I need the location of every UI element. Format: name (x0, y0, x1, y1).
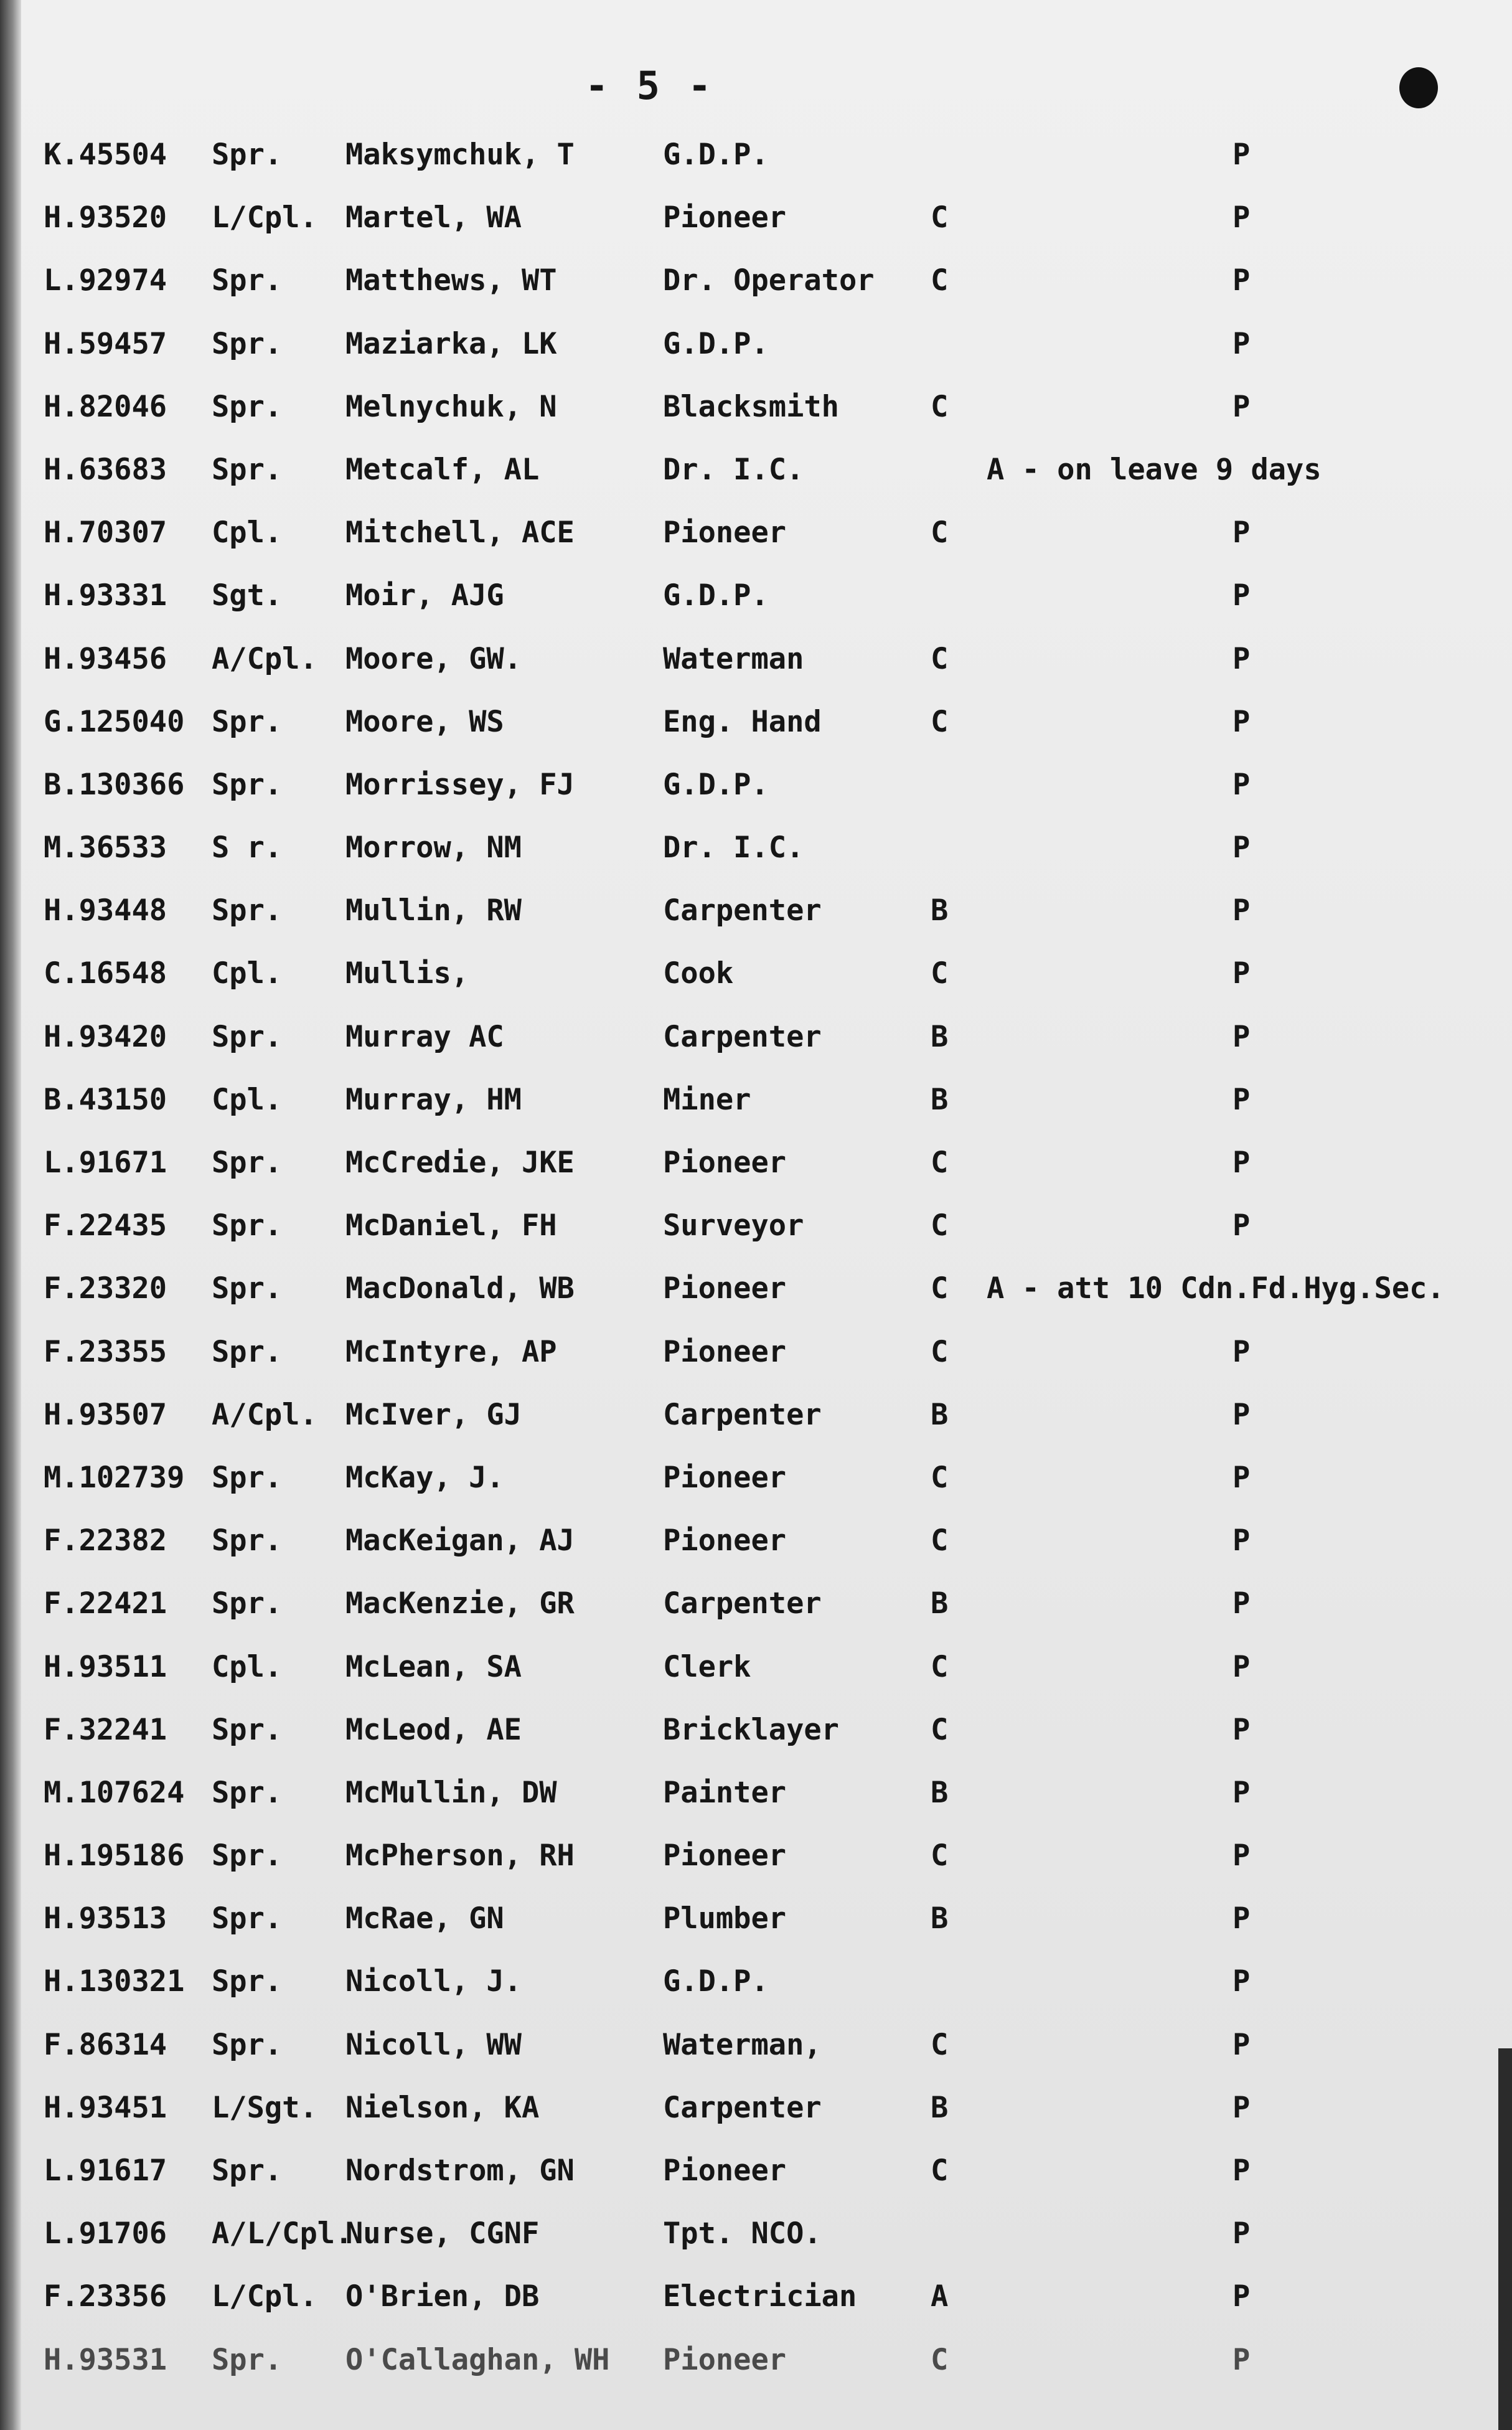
status-mark: P (1233, 2216, 1251, 2251)
soldier-name: Melnychuk, N (345, 389, 557, 424)
status-mark: P (1233, 767, 1251, 802)
status-mark: P (1233, 2027, 1251, 2062)
soldier-name: McIntyre, AP (345, 1334, 557, 1369)
status-mark: P (1233, 200, 1251, 235)
service-number: F.22382 (44, 1523, 167, 1558)
rank: L/Sgt. (212, 2090, 317, 2125)
trade: Plumber (663, 1901, 787, 1936)
status-mark: P (1233, 138, 1251, 172)
table-row (0, 1446, 1512, 1509)
table-row (0, 438, 1512, 501)
table-row (0, 313, 1512, 375)
trade: Dr. Operator (663, 263, 875, 298)
status-mark: P (1233, 578, 1251, 613)
table-row (0, 1194, 1512, 1257)
trade: Pioneer (663, 2342, 787, 2377)
rank: Spr. (212, 1712, 283, 1747)
trade: Waterman, (663, 2027, 822, 2062)
trade: Pioneer (663, 200, 787, 235)
status-mark: P (1233, 1460, 1251, 1495)
trade-group: C (931, 2027, 949, 2062)
rank: Cpl. (212, 1082, 283, 1117)
service-number: H.59457 (44, 326, 167, 361)
trade: Carpenter (663, 1019, 822, 1054)
trade-group: C (931, 641, 949, 676)
table-row (0, 1131, 1512, 1194)
rank: Spr. (212, 2154, 283, 2188)
trade-group: C (931, 2342, 949, 2377)
table-row (0, 2329, 1512, 2391)
rank: Spr. (212, 389, 283, 424)
soldier-name: MacDonald, WB (345, 1271, 575, 1306)
trade-group: B (931, 1901, 949, 1936)
service-number: B.130366 (44, 767, 185, 802)
status-mark: P (1233, 1712, 1251, 1747)
trade-group: C (931, 1146, 949, 1180)
rank: Spr. (212, 1208, 283, 1243)
service-number: H.93448 (44, 893, 167, 928)
trade-group: C (931, 200, 949, 235)
status-mark: P (1233, 1397, 1251, 1432)
soldier-name: Morrissey, FJ (345, 767, 575, 802)
service-number: H.93456 (44, 641, 167, 676)
soldier-name: Moore, WS (345, 704, 504, 739)
status-mark: P (1233, 1964, 1251, 1999)
table-row (0, 2202, 1512, 2265)
status-mark: P (1233, 1082, 1251, 1117)
rank: S r. (212, 831, 283, 865)
status-mark: P (1233, 1649, 1251, 1684)
table-row (0, 879, 1512, 942)
rank: Spr. (212, 1271, 283, 1306)
trade-group: C (931, 516, 949, 550)
table-row (0, 942, 1512, 1005)
soldier-name: Murray AC (345, 1019, 504, 1054)
soldier-name: McKay, J. (345, 1460, 504, 1495)
trade-group: B (931, 1082, 949, 1117)
rank: Spr. (212, 704, 283, 739)
trade: Surveyor (663, 1208, 804, 1243)
trade-group: C (931, 1649, 949, 1684)
rank: Spr. (212, 1901, 283, 1936)
service-number: L.91617 (44, 2154, 167, 2188)
service-number: H.82046 (44, 389, 167, 424)
rank: Cpl. (212, 516, 283, 550)
status-mark: P (1233, 1775, 1251, 1810)
trade: Tpt. NCO. (663, 2216, 822, 2251)
service-number: L.92974 (44, 263, 167, 298)
service-number: C.16548 (44, 956, 167, 991)
nominal-roll-list (0, 123, 1512, 2391)
rank: Cpl. (212, 956, 283, 991)
service-number: F.86314 (44, 2027, 167, 2062)
service-number: H.93513 (44, 1901, 167, 1936)
trade-group: C (931, 956, 949, 991)
status-mark: P (1233, 2342, 1251, 2377)
trade-group: B (931, 1019, 949, 1054)
table-row (0, 1068, 1512, 1131)
soldier-name: Nicoll, WW (345, 2027, 522, 2062)
trade: Pioneer (663, 1460, 787, 1495)
table-row (0, 1572, 1512, 1635)
remark: A - on leave 9 days (987, 452, 1322, 487)
trade: Carpenter (663, 2090, 822, 2125)
soldier-name: Matthews, WT (345, 263, 557, 298)
punch-hole (1399, 67, 1438, 108)
soldier-name: O'Callaghan, WH (345, 2342, 610, 2377)
rank: Spr. (212, 1334, 283, 1369)
service-number: H.93451 (44, 2090, 167, 2125)
service-number: F.23355 (44, 1334, 167, 1369)
rank: Spr. (212, 2342, 283, 2377)
trade-group: C (931, 2154, 949, 2188)
rank: Spr. (212, 1460, 283, 1495)
rank: Spr. (212, 138, 283, 172)
status-mark: P (1233, 704, 1251, 739)
service-number: F.22435 (44, 1208, 167, 1243)
soldier-name: McMullin, DW (345, 1775, 557, 1810)
table-row (0, 564, 1512, 627)
trade: Pioneer (663, 516, 787, 550)
service-number: H.130321 (44, 1964, 185, 1999)
trade: Cook (663, 956, 734, 991)
trade-group: B (931, 1775, 949, 1810)
table-row (0, 1383, 1512, 1446)
rank: Spr. (212, 893, 283, 928)
rank: Spr. (212, 2027, 283, 2062)
table-row (0, 628, 1512, 690)
trade: Pioneer (663, 2154, 787, 2188)
trade: Dr. I.C. (663, 452, 804, 487)
trade: Pioneer (663, 1523, 787, 1558)
trade-group: A (931, 2279, 949, 2314)
service-number: H.70307 (44, 516, 167, 550)
table-row (0, 501, 1512, 564)
trade-group: C (931, 1839, 949, 1873)
soldier-name: McDaniel, FH (345, 1208, 557, 1243)
soldier-name: Maziarka, LK (345, 326, 557, 361)
soldier-name: MacKenzie, GR (345, 1586, 575, 1621)
table-row (0, 1824, 1512, 1887)
table-row (0, 1005, 1512, 1068)
status-mark: P (1233, 831, 1251, 865)
service-number: H.93511 (44, 1649, 167, 1684)
status-mark: P (1233, 1019, 1251, 1054)
soldier-name: Murray, HM (345, 1082, 522, 1117)
rank: Spr. (212, 263, 283, 298)
trade: Dr. I.C. (663, 831, 804, 865)
status-mark: P (1233, 893, 1251, 928)
trade-group: B (931, 2090, 949, 2125)
soldier-name: McLeod, AE (345, 1712, 522, 1747)
remark: A - att 10 Cdn.Fd.Hyg.Sec. (987, 1271, 1445, 1306)
table-row (0, 816, 1512, 879)
trade-group: C (931, 389, 949, 424)
soldier-name: Mullin, RW (345, 893, 522, 928)
service-number: F.32241 (44, 1712, 167, 1747)
soldier-name: MacKeigan, AJ (345, 1523, 575, 1558)
trade-group: C (931, 1334, 949, 1369)
service-number: F.23356 (44, 2279, 167, 2314)
trade: Miner (663, 1082, 751, 1117)
trade: G.D.P. (663, 767, 769, 802)
service-number: L.91671 (44, 1146, 167, 1180)
soldier-name: McIver, GJ (345, 1397, 522, 1432)
trade: Electrician (663, 2279, 857, 2314)
table-row (0, 186, 1512, 249)
table-row (0, 249, 1512, 312)
table-row (0, 1887, 1512, 1950)
status-mark: P (1233, 2090, 1251, 2125)
table-row (0, 2265, 1512, 2328)
trade: G.D.P. (663, 1964, 769, 1999)
page-number: - 5 - (585, 63, 714, 108)
table-row (0, 123, 1512, 186)
service-number: M.107624 (44, 1775, 185, 1810)
status-mark: P (1233, 1208, 1251, 1243)
soldier-name: Moir, AJG (345, 578, 504, 613)
service-number: H.93331 (44, 578, 167, 613)
trade: G.D.P. (663, 326, 769, 361)
table-row (0, 753, 1512, 816)
soldier-name: Martel, WA (345, 200, 522, 235)
trade: Pioneer (663, 1334, 787, 1369)
soldier-name: Nordstrom, GN (345, 2154, 575, 2188)
table-row (0, 1321, 1512, 1383)
service-number: F.22421 (44, 1586, 167, 1621)
trade-group: C (931, 1712, 949, 1747)
rank: Spr. (212, 1775, 283, 1810)
service-number: M.36533 (44, 831, 167, 865)
trade-group: C (931, 1460, 949, 1495)
rank: Spr. (212, 452, 283, 487)
status-mark: P (1233, 1523, 1251, 1558)
status-mark: P (1233, 641, 1251, 676)
soldier-name: Morrow, NM (345, 831, 522, 865)
rank: Spr. (212, 1586, 283, 1621)
soldier-name: Nielson, KA (345, 2090, 540, 2125)
service-number: H.93531 (44, 2342, 167, 2377)
trade-group: C (931, 1523, 949, 1558)
status-mark: P (1233, 2154, 1251, 2188)
service-number: K.45504 (44, 138, 167, 172)
trade: Carpenter (663, 1397, 822, 1432)
trade: G.D.P. (663, 138, 769, 172)
rank: A/Cpl. (212, 1397, 317, 1432)
trade: Pioneer (663, 1839, 787, 1873)
rank: Spr. (212, 1839, 283, 1873)
trade: Carpenter (663, 1586, 822, 1621)
status-mark: P (1233, 2279, 1251, 2314)
soldier-name: Nurse, CGNF (345, 2216, 540, 2251)
table-row (0, 1761, 1512, 1824)
rank: Spr. (212, 1523, 283, 1558)
soldier-name: Metcalf, AL (345, 452, 540, 487)
table-row (0, 690, 1512, 753)
trade: Eng. Hand (663, 704, 822, 739)
rank: Spr. (212, 767, 283, 802)
service-number: H.93507 (44, 1397, 167, 1432)
table-row (0, 1257, 1512, 1320)
rank: Sgt. (212, 578, 283, 613)
trade-group: C (931, 704, 949, 739)
rank: L/Cpl. (212, 200, 317, 235)
trade: Pioneer (663, 1271, 787, 1306)
table-row (0, 1636, 1512, 1698)
trade: G.D.P. (663, 578, 769, 613)
status-mark: P (1233, 1839, 1251, 1873)
service-number: F.23320 (44, 1271, 167, 1306)
table-row (0, 2013, 1512, 2076)
trade: Bricklayer (663, 1712, 839, 1747)
rank: Spr. (212, 1964, 283, 1999)
soldier-name: McLean, SA (345, 1649, 522, 1684)
table-row (0, 1509, 1512, 1572)
service-number: H.195186 (44, 1839, 185, 1873)
trade: Waterman (663, 641, 804, 676)
trade-group: C (931, 1271, 949, 1306)
service-number: B.43150 (44, 1082, 167, 1117)
rank: Cpl. (212, 1649, 283, 1684)
rank: L/Cpl. (212, 2279, 317, 2314)
trade: Clerk (663, 1649, 751, 1684)
trade-group: C (931, 263, 949, 298)
trade-group: C (931, 1208, 949, 1243)
rank: A/L/Cpl. (212, 2216, 353, 2251)
status-mark: P (1233, 263, 1251, 298)
trade: Blacksmith (663, 389, 839, 424)
service-number: L.91706 (44, 2216, 167, 2251)
rank: Spr. (212, 326, 283, 361)
status-mark: P (1233, 389, 1251, 424)
table-row (0, 1950, 1512, 2013)
soldier-name: Moore, GW. (345, 641, 522, 676)
status-mark: P (1233, 516, 1251, 550)
soldier-name: Mullis, (345, 956, 469, 991)
rank: Spr. (212, 1146, 283, 1180)
rank: A/Cpl. (212, 641, 317, 676)
status-mark: P (1233, 326, 1251, 361)
soldier-name: McPherson, RH (345, 1839, 575, 1873)
soldier-name: Maksymchuk, T (345, 138, 575, 172)
service-number: G.125040 (44, 704, 185, 739)
trade-group: B (931, 893, 949, 928)
rank: Spr. (212, 1019, 283, 1054)
service-number: H.93420 (44, 1019, 167, 1054)
trade-group: B (931, 1397, 949, 1432)
soldier-name: Mitchell, ACE (345, 516, 575, 550)
trade: Carpenter (663, 893, 822, 928)
soldier-name: McCredie, JKE (345, 1146, 575, 1180)
service-number: M.102739 (44, 1460, 185, 1495)
table-row (0, 1698, 1512, 1761)
table-row (0, 2139, 1512, 2202)
trade-group: B (931, 1586, 949, 1621)
soldier-name: McRae, GN (345, 1901, 504, 1936)
trade: Pioneer (663, 1146, 787, 1180)
soldier-name: Nicoll, J. (345, 1964, 522, 1999)
status-mark: P (1233, 1146, 1251, 1180)
status-mark: P (1233, 1586, 1251, 1621)
table-row (0, 2076, 1512, 2139)
status-mark: P (1233, 1901, 1251, 1936)
soldier-name: O'Brien, DB (345, 2279, 540, 2314)
trade: Painter (663, 1775, 787, 1810)
service-number: H.93520 (44, 200, 167, 235)
status-mark: P (1233, 956, 1251, 991)
table-row (0, 375, 1512, 438)
service-number: H.63683 (44, 452, 167, 487)
status-mark: P (1233, 1334, 1251, 1369)
